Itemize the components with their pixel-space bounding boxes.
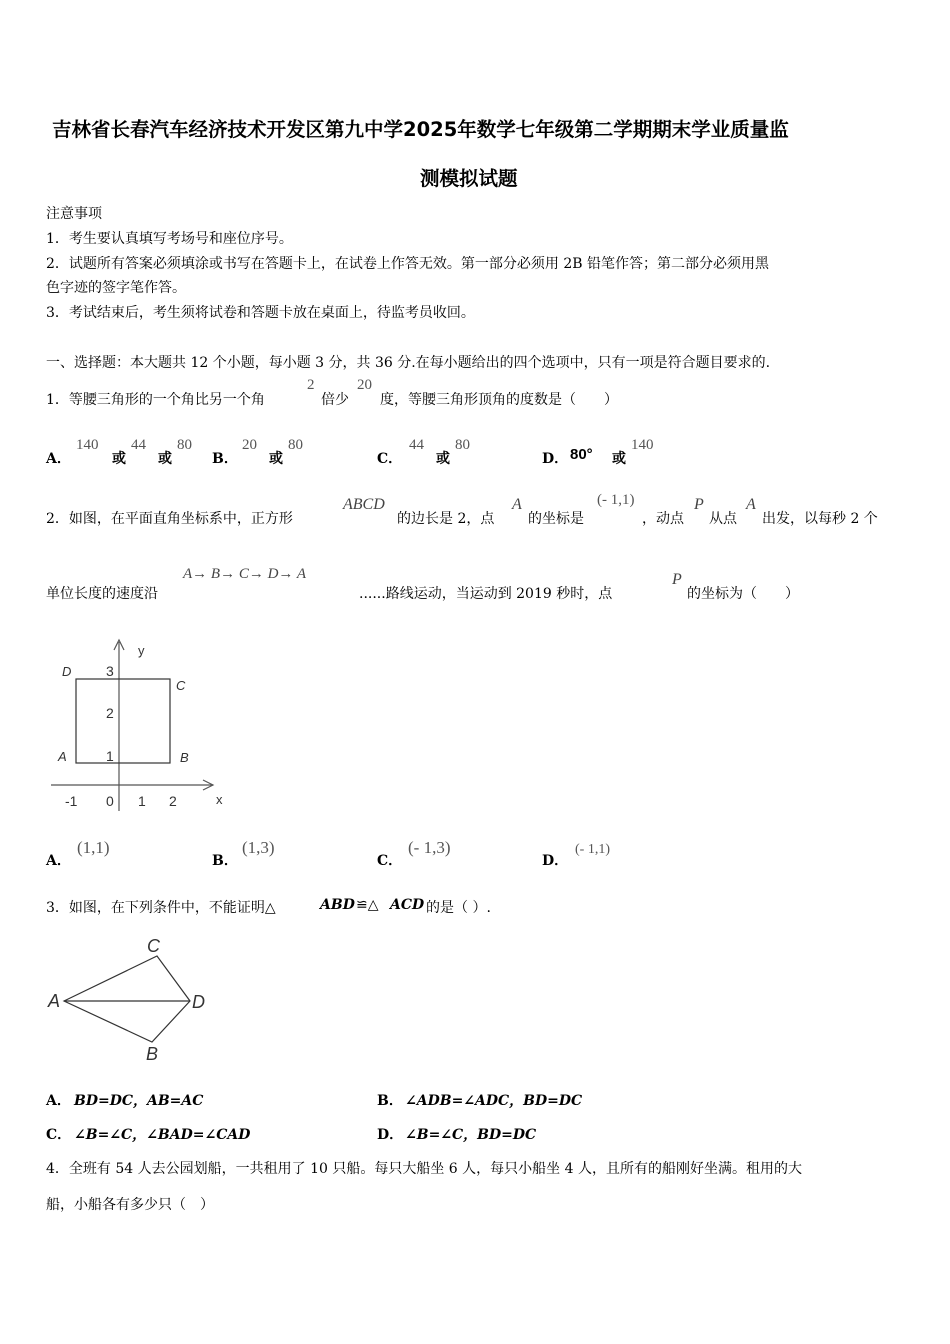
point-c-label: C [147,936,160,956]
q1-option-a-or2: 或 [158,451,172,467]
q2-line1-b: 的边长是 2，点 [397,511,495,527]
q1-text-b: 倍少 [321,392,349,408]
q3-triangle-2: ACD [390,897,425,913]
q3-option-b-value: ∠ADB=∠ADC，BD=DC [405,1093,583,1109]
quadrilateral-abdc [64,956,190,1042]
q2-line1-e: 从点 [709,511,737,527]
y-tick-1: 1 [106,748,114,764]
point-a-label: A [48,991,61,1011]
x-tick-2: 2 [169,793,177,809]
q3-text-a: 3．如图，在下列条件中，不能证明△ [46,900,276,916]
q2-option-c-value: (- 1,3) [408,838,451,857]
q2-coord-a: (- 1,1) [597,492,635,508]
q3-option-b-label: B． [377,1093,403,1109]
q1-option-c-or: 或 [436,451,450,467]
q2-option-d-label: D． [542,853,569,869]
q1-option-d-label: D． [542,451,569,467]
q3-option-a-value: BD=DC，AB=AC [74,1093,204,1109]
q1-option-b-label: B． [212,451,238,467]
y-tick-2: 2 [106,705,114,721]
q2-option-b-value: (1,3) [242,838,275,857]
q2-option-a-label: A． [46,853,71,869]
q1-option-d-or: 或 [612,451,626,467]
y-tick-3: 3 [106,663,114,679]
q1-option-b-v1: 20 [242,437,257,453]
q2-path: A→ B→ C→ D→ A [183,566,307,582]
square-abcd [76,679,170,763]
q2-point-p-2: P [672,571,682,588]
section-heading: 一、选择题：本大题共 12 个小题，每小题 3 分，共 36 分.在每小题给出的四个选项中，只有一项是符合题目要求的. [46,355,771,371]
notice-item-1: 1．考生要认真填写考场号和座位序号。 [46,231,293,247]
q1-option-c-v2: 80 [455,437,470,453]
q2-line1-a: 2．如图，在平面直角坐标系中，正方形 [46,511,293,527]
x-tick-0: 0 [106,793,114,809]
q1-option-d-v1: 80° [570,446,593,463]
q2-line2-b: ......路线运动，当运动到 2019 秒时，点 [359,586,613,602]
vertex-d-label: D [62,664,72,679]
q3-triangle-figure [46,932,226,1068]
q3-text-b: 的是（ ）. [426,900,491,916]
q1-text-c: 度，等腰三角形顶角的度数是（ ） [380,392,618,408]
notice-item-3: 3．考试结束后，考生须将试卷和答题卡放在桌面上，待监考员收回。 [46,305,475,321]
point-b-label: B [146,1044,159,1064]
q1-option-a-label: A． [46,451,71,467]
title-line-1: 吉林省长春汽车经济技术开发区第九中学2025年数学七年级第二学期期末学业质量监 [52,118,789,141]
x-axis-label: x [216,792,223,807]
q1-option-c-label: C． [377,451,403,467]
q1-text-a: 1．等腰三角形的一个角比另一个角 [46,392,265,408]
q1-option-b-v2: 80 [288,437,303,453]
q3-triangle-1: ABD [320,897,355,913]
x-tick-1: 1 [138,793,146,809]
notice-heading: 注意事项 [46,206,102,222]
q1-option-c-v1: 44 [409,437,424,453]
notice-item-2-cont: 色字迹的签字笔作答。 [46,280,186,296]
q2-option-d-value: (- 1,1) [575,842,610,857]
q3-option-d-value: ∠B=∠C，BD=DC [405,1127,537,1143]
q3-option-c-label: C． [46,1127,72,1143]
q2-option-a-value: (1,1) [77,838,110,857]
vertex-c-label: C [176,678,186,693]
q2-point-p: P [694,496,704,513]
q2-point-a: A [512,496,522,513]
q2-option-b-label: B． [212,853,238,869]
q4-line-2: 船，小船各有多少只（ ） [46,1197,214,1213]
q2-line2-c: 的坐标为（ ） [687,586,799,602]
q1-option-d-v2: 140 [631,437,654,453]
x-tick-neg1: -1 [65,793,78,809]
title-line-2: 测模拟试题 [420,167,518,190]
q2-line1-d: ，动点 [642,511,684,527]
q3-option-d-label: D． [377,1127,404,1143]
q2-option-c-label: C． [377,853,403,869]
q1-option-b-or: 或 [269,451,283,467]
point-d-label: D [192,992,205,1012]
q2-line1-c: 的坐标是 [528,511,584,527]
q3-option-a-label: A． [46,1093,71,1109]
q4-line-1: 4．全班有 54 人去公园划船，一共租用了 10 只船。每只大船坐 6 人，每只小船坐 4 人，且所有的船刚好坐满。租用的大 [46,1161,802,1177]
q2-coordinate-figure [46,636,236,816]
q3-congruent-sign: ≌△ [356,897,379,913]
q1-option-a-v2: 44 [131,437,146,453]
q3-option-c-value: ∠B=∠C，∠BAD=∠CAD [74,1127,251,1143]
q2-square-name: ABCD [343,496,385,513]
q1-option-a-v3: 80 [177,437,192,453]
q2-line1-f: 出发，以每秒 2 个 [762,511,878,527]
q2-point-a-2: A [746,496,756,513]
q1-math-2: 20 [357,377,372,393]
q2-line2-a: 单位长度的速度沿 [46,586,158,602]
notice-item-2: 2．试题所有答案必须填涂或书写在答题卡上，在试卷上作答无效。第一部分必须用 2B 铅笔作答；第二部分必须用黑 [46,256,769,272]
q1-option-a-v1: 140 [76,437,99,453]
q1-option-a-or: 或 [112,451,126,467]
y-axis-label: y [138,643,145,658]
q1-math-1: 2 [307,377,315,393]
vertex-b-label: B [180,750,189,765]
vertex-a-label: A [58,749,67,764]
